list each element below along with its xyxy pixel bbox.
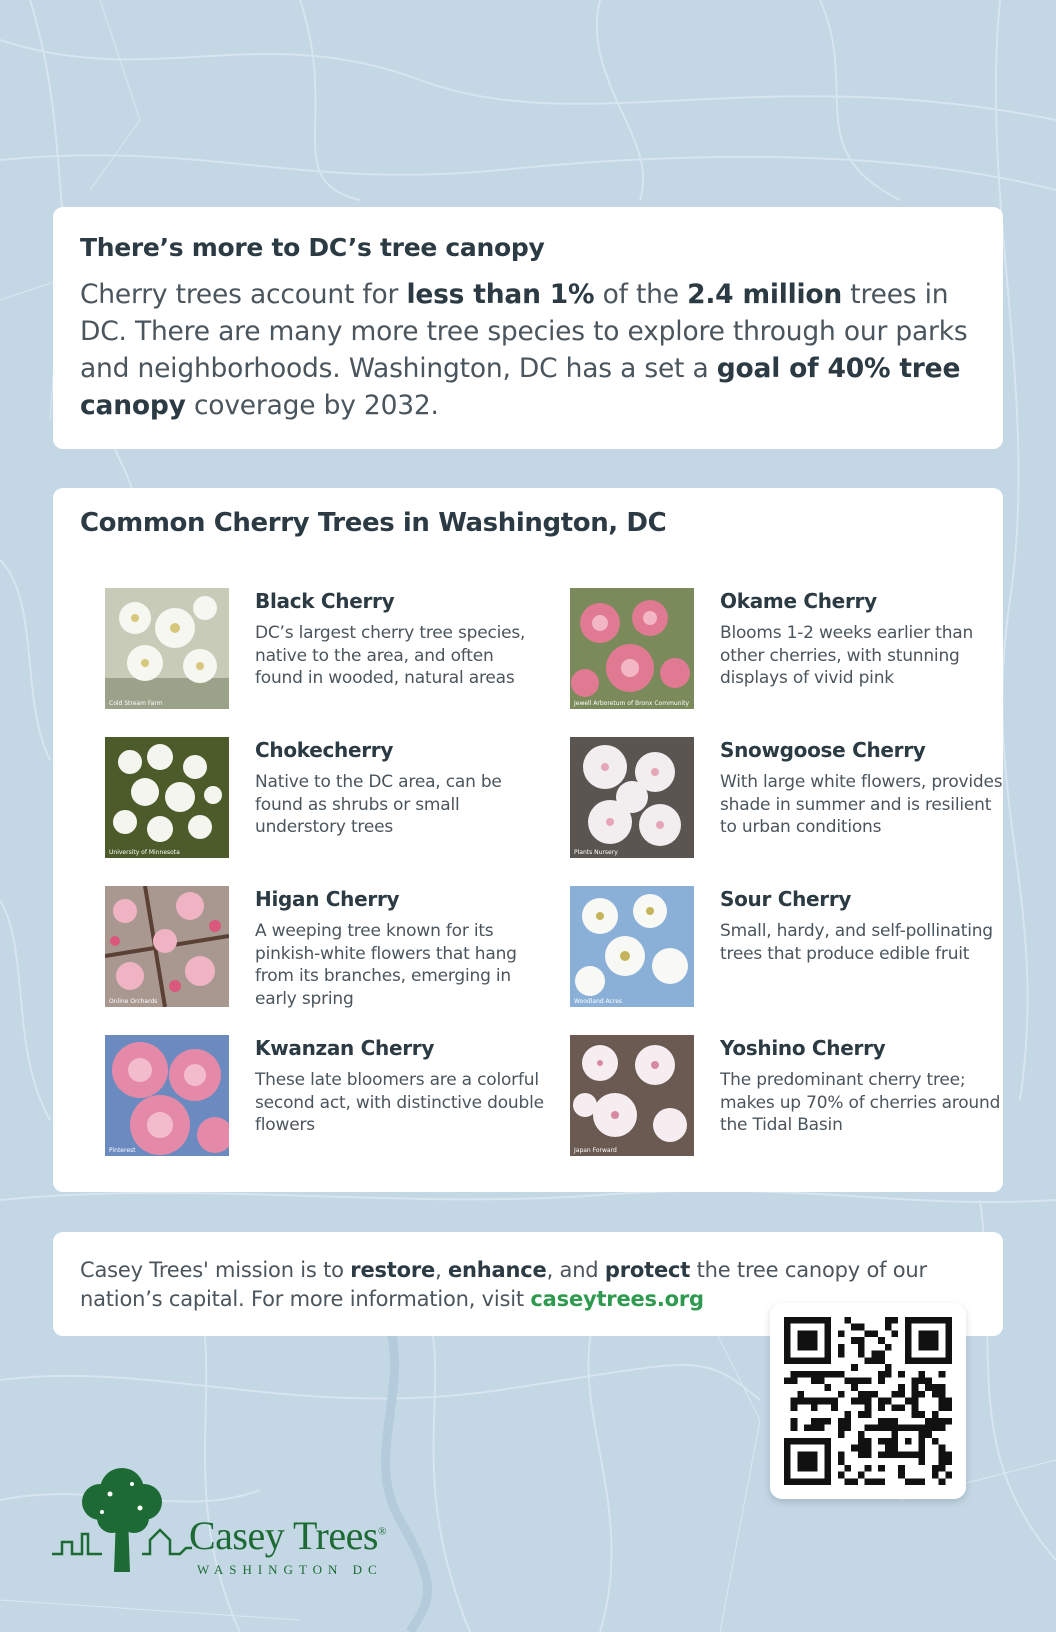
photo-credit: University of Minnesota bbox=[109, 849, 180, 856]
tree-skyline-icon bbox=[52, 1462, 192, 1572]
logo-subtitle: WASHINGTON DC bbox=[197, 1562, 383, 1577]
tree-description: These late bloomers are a colorful second act, with distinctive double flowers bbox=[255, 1070, 544, 1135]
black-cherry-photo bbox=[105, 588, 229, 709]
tree-item-kwanzan-cherry bbox=[105, 1035, 545, 1163]
tree-name: Higan Cherry bbox=[255, 887, 400, 911]
tree-item-chokecherry bbox=[105, 737, 545, 865]
okame-cherry-photo bbox=[570, 588, 694, 709]
tree-name: Yoshino Cherry bbox=[720, 1036, 886, 1060]
photo-credit: Jewell Arboretum of Bronx Community bbox=[574, 700, 690, 707]
tree-name: Chokecherry bbox=[255, 738, 394, 762]
photo-credit: Online Orchards bbox=[109, 998, 158, 1005]
photo-credit: Plants Nursery bbox=[574, 849, 618, 856]
website-link[interactable]: caseytrees.org bbox=[530, 1287, 704, 1311]
canopy-info-title: There’s more to DC’s tree canopy bbox=[80, 233, 545, 262]
qr-code-icon bbox=[784, 1317, 952, 1485]
photo-credit: Japan Forward bbox=[574, 1147, 617, 1154]
photo-credit: Pinterest bbox=[109, 1147, 136, 1154]
tree-item-black-cherry bbox=[105, 588, 545, 716]
tree-name: Kwanzan Cherry bbox=[255, 1036, 435, 1060]
cherry-trees-title: Common Cherry Trees in Washington, DC bbox=[80, 508, 667, 538]
chokecherry-photo bbox=[105, 737, 229, 858]
qr-code bbox=[770, 1303, 966, 1499]
tree-name: Black Cherry bbox=[255, 589, 395, 613]
mission-text: Casey Trees' mission is to restore, enhance, and protect the tree canopy of our nation’s capital. For more information, visit caseytrees.org bbox=[80, 1258, 927, 1311]
tree-description: The predominant cherry tree; makes up 70% of cherries around the Tidal Basin bbox=[720, 1070, 1001, 1135]
casey-trees-logo bbox=[52, 1462, 412, 1582]
tree-name: Okame Cherry bbox=[720, 589, 877, 613]
higan-cherry-photo bbox=[105, 886, 229, 1007]
tree-description: With large white flowers, provides shade in summer and is resilient to urban conditions bbox=[720, 772, 1003, 837]
tree-item-sour-cherry bbox=[570, 886, 1010, 1014]
logo-name: Casey Trees® bbox=[189, 1513, 386, 1558]
tree-item-okame-cherry bbox=[570, 588, 1010, 716]
tree-item-higan-cherry bbox=[105, 886, 545, 1014]
kwanzan-cherry-photo bbox=[105, 1035, 229, 1156]
tree-description: Native to the DC area, can be found as shrubs or small understory trees bbox=[255, 772, 502, 837]
cherry-trees-card bbox=[53, 488, 1003, 1192]
tree-item-yoshino-cherry bbox=[570, 1035, 1010, 1163]
sour-cherry-photo bbox=[570, 886, 694, 1007]
canopy-info-text: Cherry trees account for less than 1% of the 2.4 million trees in DC. There are many more tree species to explore through our parks and neighborhoods. Washington, DC has a set a goal of 40% tree canopy coverage by 2032. bbox=[80, 279, 968, 421]
photo-credit: Cold Stream Farm bbox=[109, 700, 163, 707]
yoshino-cherry-photo bbox=[570, 1035, 694, 1156]
photo-credit: Woodland Acres bbox=[574, 998, 623, 1005]
canopy-info-card bbox=[53, 207, 1003, 449]
tree-description: A weeping tree known for its pinkish-white flowers that hang from its branches, emerging in early spring bbox=[255, 921, 517, 1009]
tree-item-snowgoose-cherry bbox=[570, 737, 1010, 865]
tree-description: Small, hardy, and self-pollinating trees that produce edible fruit bbox=[720, 921, 993, 964]
tree-name: Snowgoose Cherry bbox=[720, 738, 926, 762]
tree-name: Sour Cherry bbox=[720, 887, 852, 911]
tree-description: Blooms 1-2 weeks earlier than other cherries, with stunning displays of vivid pink bbox=[720, 623, 974, 688]
snowgoose-cherry-photo bbox=[570, 737, 694, 858]
tree-description: DC’s largest cherry tree species, native to the area, and often found in wooded, natural areas bbox=[255, 623, 526, 688]
